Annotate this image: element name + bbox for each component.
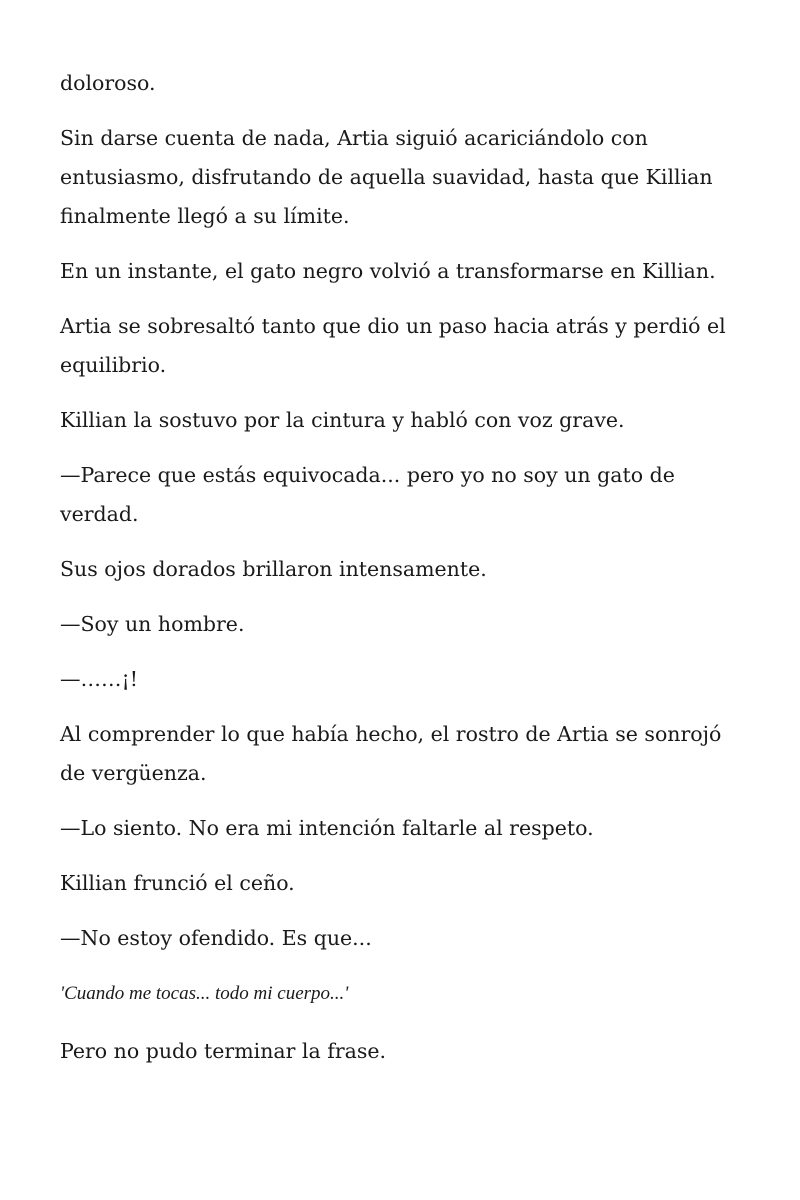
dialogue-paragraph: —……¡! [60,667,138,691]
dialogue-paragraph: —Soy un hombre. [60,612,245,636]
document-page [60,64,740,1087]
paragraph: En un instante, el gato negro volvió a transformarse en Killian. [60,259,716,283]
paragraph: Killian la sostuvo por la cintura y habló con voz grave. [60,408,625,432]
dialogue-paragraph: —No estoy ofendido. Es que... [60,926,372,950]
dialogue-paragraph: —Lo siento. No era mi intención faltarle al respeto. [60,816,594,840]
inner-thought-paragraph: 'Cuando me tocas... todo mi cuerpo...' [60,983,349,1004]
paragraph: Artia se sobresaltó tanto que dio un paso hacia atrás y perdió el equilibrio. [60,314,726,377]
paragraph: Pero no pudo terminar la frase. [60,1039,387,1063]
paragraph: Killian frunció el ceño. [60,871,295,895]
paragraph: Sin darse cuenta de nada, Artia siguió acariciándolo con entusiasmo, disfrutando de aquella suavidad, hasta que Killian finalmente llegó a su límite. [60,126,713,228]
dialogue-paragraph: —Parece que estás equivocada... pero yo no soy un gato de verdad. [60,463,675,526]
paragraph: doloroso. [60,71,156,95]
paragraph: Sus ojos dorados brillaron intensamente. [60,557,487,581]
paragraph: Al comprender lo que había hecho, el rostro de Artia se sonrojó de vergüenza. [60,722,722,785]
